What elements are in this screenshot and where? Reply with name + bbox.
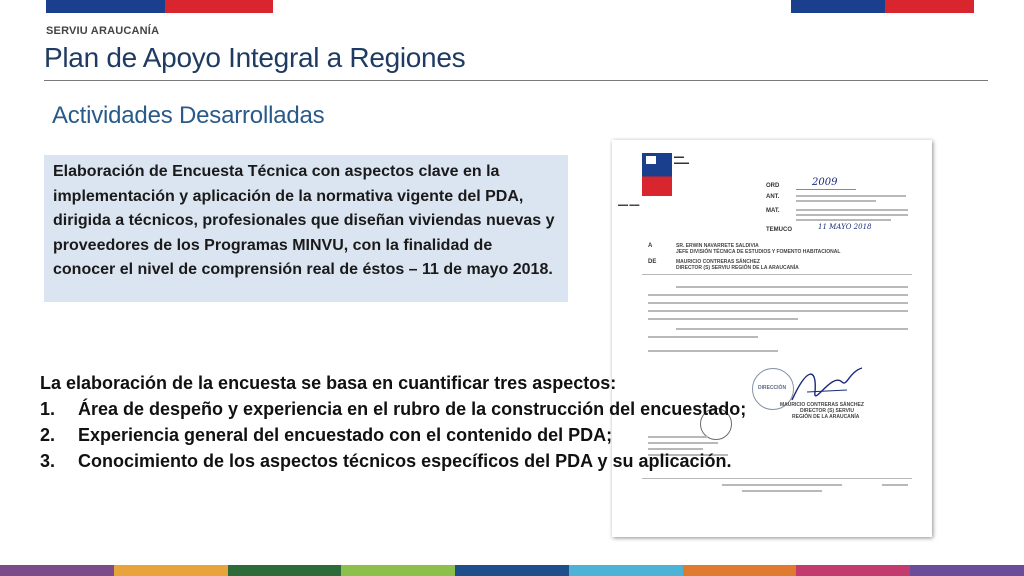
doc-date: 11 MAYO 2018 [818, 223, 872, 231]
bottom-color-segment [0, 565, 114, 576]
doc-to-role: JEFE DIVISIÓN TÉCNICA DE ESTUDIOS Y FOMENTO HABITACIONAL [676, 249, 841, 255]
list-item [40, 422, 800, 448]
doc-ord-number: 2009 [812, 177, 838, 188]
signature-role-1: DIRECTOR (S) SERVIU [800, 408, 854, 414]
list-item-text: Conocimiento de los aspectos técnicos específicos del PDA y su aplicación. [78, 451, 732, 471]
doc-from-role: DIRECTOR (S) SERVIU REGIÓN DE LA ARAUCANÍA [676, 265, 799, 271]
list-item-number: 2. [40, 425, 56, 445]
brand-stripe-blue [791, 0, 885, 13]
info-box-text: Elaboración de Encuesta Técnica con aspectos clave en la implementación y aplicación de la normativa vigente del PDA, dirigida a técnicos, profesionales que diseñan viviendas nuevas y proveedores de los Programas MINVU, con la finalidad de conocer el nivel de comprensión real de éstos – 11 de mayo 2018. [53, 163, 555, 278]
stamp-text: DIRECCIÓN [758, 385, 787, 391]
bottom-color-segment [910, 565, 1024, 576]
brand-stripe-red [165, 0, 273, 13]
info-box [44, 155, 568, 302]
logo-lettering: ▬▬ ▬▬▬ [674, 154, 689, 166]
brand-stripe-blue [46, 0, 165, 13]
list-item-text: Experiencia general del encuestado con el contenido del PDA; [78, 425, 613, 445]
top-color-bar-right [791, 0, 974, 13]
aspects-list [40, 370, 800, 474]
signature-name: MAURICIO CONTRERAS SÁNCHEZ [780, 402, 864, 408]
list-item-number: 1. [40, 399, 56, 419]
doc-from-name: MAURICIO CONTRERAS SÁNCHEZ [676, 259, 760, 265]
doc-to-name: SR. ERWIN NAVARRETE SALDIVIA [676, 243, 759, 249]
brand-stripe-red [885, 0, 974, 13]
list-item-number: 3. [40, 451, 56, 471]
doc-city: TEMUCO [766, 227, 792, 233]
top-color-bar-left [46, 0, 273, 13]
bottom-color-segment [569, 565, 683, 576]
bottom-color-segment [683, 565, 797, 576]
aspects-intro: La elaboración de la encuesta se basa en cuantificar tres aspectos: [40, 373, 617, 393]
list-item [40, 448, 800, 474]
list-item-text: Área de despeño y experiencia en el rubro de la construcción del encuestado; [78, 399, 747, 419]
bottom-color-bar [0, 565, 1024, 576]
bottom-color-segment [114, 565, 228, 576]
bottom-color-segment [228, 565, 342, 576]
doc-from-label: DE [648, 259, 657, 265]
bottom-color-segment [796, 565, 910, 576]
doc-ord-label: ORD [766, 183, 780, 189]
bottom-color-segment [341, 565, 455, 576]
signature-role-2: REGIÓN DE LA ARAUCANÍA [792, 414, 860, 420]
title-divider [44, 80, 988, 81]
bottom-color-segment [455, 565, 569, 576]
scanned-document-image: ▬▬ ▬▬▬ ▬▬ ▬▬ ORD 2009 ANT. MAT. TEMUCO 11 MAYO 2018 A SR. ERWIN NAVARRETE SALDIVIA JEFE DIVISIÓN TÉCNICA DE ESTUDIOS Y FOMENTO HABITACIONAL DE MAURICIO CONTRERAS SÁNCHEZ DIRECTOR (S) SERVIU REGIÓN DE LA ARAUCANÍA DIRECCIÓN MAURICIO CONTRERAS SÁNCHEZ DIRECTOR (S) SERVIU REGIÓN DE LA ARAUCANÍA [612, 140, 932, 537]
page-title: Plan de Apoyo Integral a Regiones [44, 42, 466, 73]
section-subtitle: Actividades Desarrolladas [52, 102, 325, 129]
doc-to-label: A [648, 243, 653, 249]
list-item [40, 396, 800, 422]
organization-label: SERVIU ARAUCANÍA [46, 25, 160, 37]
